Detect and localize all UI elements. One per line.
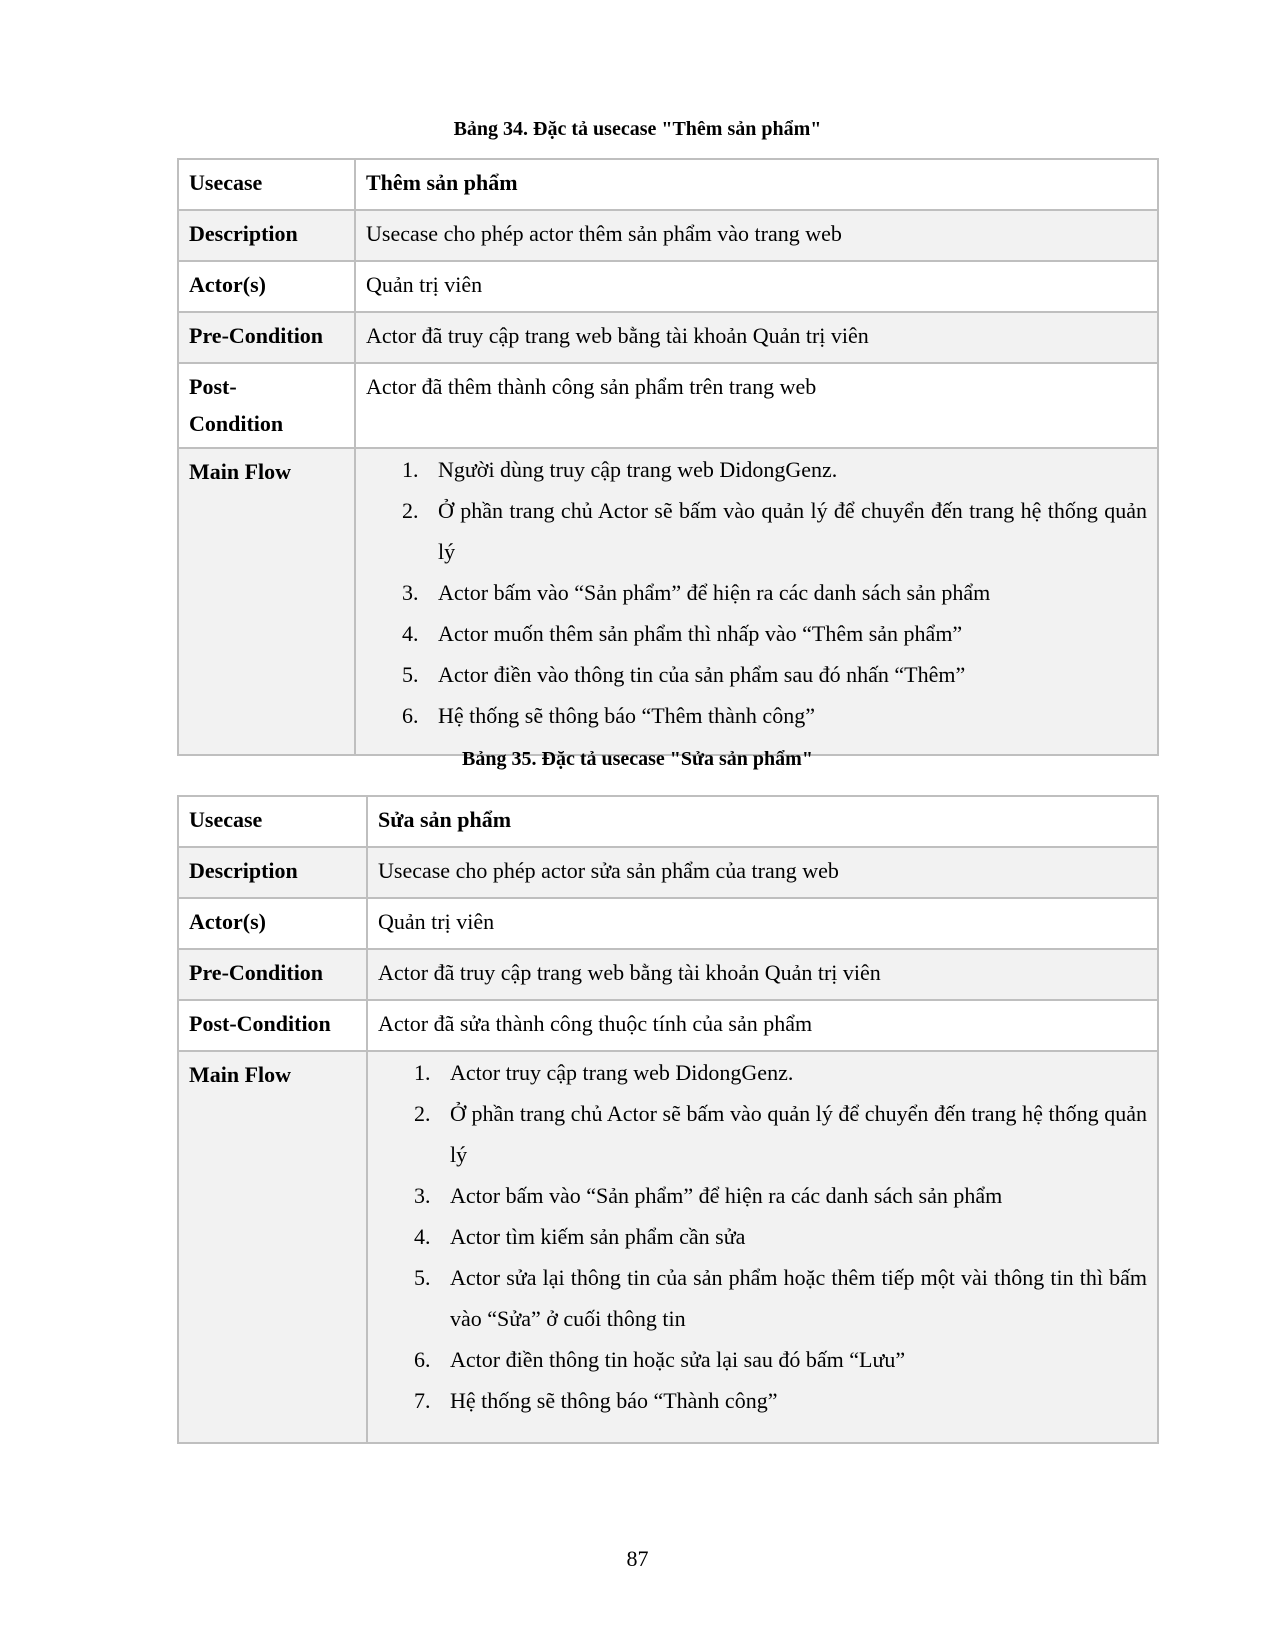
table-row xyxy=(178,159,1158,210)
list-item: 3. Actor bấm vào “Sản phẩm” để hiện ra các danh sách sản phẩm xyxy=(414,1183,1003,1208)
table-caption: Bảng 35. Đặc tả usecase "Sửa sản phẩm" xyxy=(462,748,813,770)
table-row xyxy=(178,363,1158,448)
list-item: 5. Actor điền vào thông tin của sản phẩm sau đó nhấn “Thêm” xyxy=(402,662,966,687)
row-value: Actor đã sửa thành công thuộc tính của sản phẩm xyxy=(367,1000,1158,1051)
list-item: 3. Actor bấm vào “Sản phẩm” để hiện ra các danh sách sản phẩm xyxy=(402,580,991,605)
row-label: Usecase xyxy=(178,796,367,847)
table-caption: Bảng 34. Đặc tả usecase "Thêm sản phẩm" xyxy=(453,118,822,140)
table-row xyxy=(178,210,1158,261)
main-flow-list xyxy=(378,1052,1147,1421)
usecase-spec-table-add-product xyxy=(177,158,1159,756)
list-item: 2. Ở phần trang chủ Actor sẽ bấm vào quản lý để chuyển đến trang hệ thống quản lý xyxy=(414,1101,1147,1167)
row-label: Actor(s) xyxy=(178,261,355,312)
main-flow-list xyxy=(366,449,1147,736)
row-value: Usecase cho phép actor sửa sản phẩm của trang web xyxy=(367,847,1158,898)
table-row xyxy=(178,949,1158,1000)
list-item: 6. Hệ thống sẽ thông báo “Thêm thành công” xyxy=(402,703,815,728)
row-label: Post-Condition xyxy=(178,1000,367,1051)
row-value: Usecase cho phép actor thêm sản phẩm vào trang web xyxy=(355,210,1158,261)
row-label: Pre-Condition xyxy=(178,949,367,1000)
table-row xyxy=(178,796,1158,847)
main-flow-list-cell xyxy=(355,448,1158,755)
list-item: 2. Ở phần trang chủ Actor sẽ bấm vào quản lý để chuyển đến trang hệ thống quản lý xyxy=(402,498,1147,564)
row-label: Pre-Condition xyxy=(178,312,355,363)
table-row xyxy=(178,1000,1158,1051)
row-label: Actor(s) xyxy=(178,898,367,949)
table-row xyxy=(178,847,1158,898)
row-value: Sửa sản phẩm xyxy=(367,796,1158,847)
list-item: 1. Người dùng truy cập trang web DidongGenz. xyxy=(402,457,838,482)
row-value: Actor đã truy cập trang web bằng tài khoản Quản trị viên xyxy=(355,312,1158,363)
main-flow-list-cell xyxy=(367,1051,1158,1443)
row-value: Quản trị viên xyxy=(367,898,1158,949)
row-label: Description xyxy=(178,210,355,261)
page-number: 87 xyxy=(626,1546,649,1571)
row-label: Main Flow xyxy=(178,448,355,755)
row-label: Post- Condition xyxy=(178,363,355,448)
list-item: 6. Actor điền thông tin hoặc sửa lại sau đó bấm “Lưu” xyxy=(414,1347,906,1372)
list-item: 4. Actor muốn thêm sản phẩm thì nhấp vào “Thêm sản phẩm” xyxy=(402,621,963,646)
list-item: 5. Actor sửa lại thông tin của sản phẩm hoặc thêm tiếp một vài thông tin thì bấm vào “Sửa” ở cuối thông tin xyxy=(414,1265,1147,1331)
table-row xyxy=(178,312,1158,363)
usecase-spec-table-edit-product xyxy=(177,795,1159,1444)
table-row xyxy=(178,261,1158,312)
row-label: Main Flow xyxy=(178,1051,367,1443)
row-label: Usecase xyxy=(178,159,355,210)
list-item: 4. Actor tìm kiếm sản phẩm cần sửa xyxy=(414,1224,746,1249)
list-item: 7. Hệ thống sẽ thông báo “Thành công” xyxy=(414,1388,778,1413)
list-item: 1. Actor truy cập trang web DidongGenz. xyxy=(414,1060,794,1085)
row-value: Thêm sản phẩm xyxy=(355,159,1158,210)
row-label: Description xyxy=(178,847,367,898)
table-row xyxy=(178,898,1158,949)
row-value: Quản trị viên xyxy=(355,261,1158,312)
table-row-main-flow xyxy=(178,448,1158,755)
table-row-main-flow xyxy=(178,1051,1158,1443)
row-value: Actor đã truy cập trang web bằng tài khoản Quản trị viên xyxy=(367,949,1158,1000)
row-value: Actor đã thêm thành công sản phẩm trên trang web xyxy=(355,363,1158,448)
